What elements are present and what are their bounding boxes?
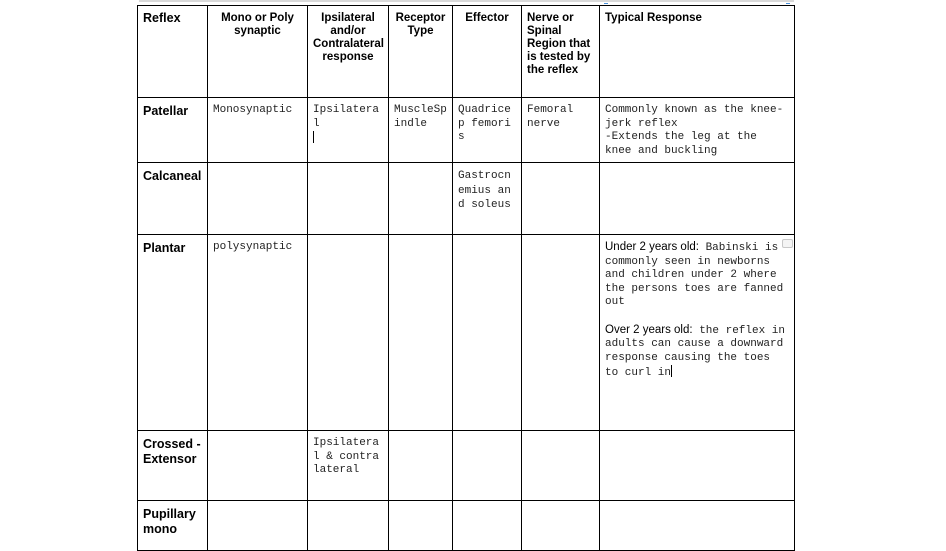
cell-pupillary-receptor[interactable] <box>389 501 453 551</box>
header-effector: Effector <box>453 6 522 98</box>
cell-patellar-ipsilateral[interactable] <box>308 98 389 163</box>
header-typical-response: Typical Response <box>600 6 795 98</box>
plantar-over-2 <box>605 324 789 381</box>
header-nerve-spinal-region: Nerve or Spinal Region that is tested by the reflex <box>522 6 600 98</box>
cell-crossed-nerve[interactable] <box>522 431 600 501</box>
cell-pupillary-response[interactable] <box>600 501 795 551</box>
cell-patellar-nerve[interactable]: Femoral nerve <box>522 98 600 163</box>
plantar-under-label: Under 2 years old: <box>605 241 699 253</box>
row-name-patellar[interactable]: Patellar <box>138 98 208 163</box>
cell-patellar-synaptic[interactable]: Monosynaptic <box>208 98 308 163</box>
cell-calcaneal-response[interactable] <box>600 163 795 235</box>
cell-plantar-nerve[interactable] <box>522 235 600 431</box>
text-cursor <box>671 365 672 377</box>
row-name-crossed-extensor[interactable]: Crossed -Extensor <box>138 431 208 501</box>
header-ipsilateral-contralateral: Ipsilateral and/or Contralateral response <box>308 6 389 98</box>
reflex-table <box>137 5 795 551</box>
patellar-response-line-2: -Extends the leg at the knee and buckling <box>605 131 757 157</box>
cell-pupillary-nerve[interactable] <box>522 501 600 551</box>
cell-plantar-response[interactable] <box>600 235 795 431</box>
cell-pupillary-effector[interactable] <box>453 501 522 551</box>
cell-plantar-effector[interactable] <box>453 235 522 431</box>
cell-pupillary-ipsilateral[interactable] <box>308 501 389 551</box>
cell-patellar-effector[interactable]: Quadricep femoris <box>453 98 522 163</box>
header-mono-poly: Mono or Poly synaptic <box>208 6 308 98</box>
table-row-crossed-extensor <box>138 431 795 501</box>
cell-plantar-synaptic[interactable]: polysynaptic <box>208 235 308 431</box>
cell-crossed-response[interactable] <box>600 431 795 501</box>
table-row-plantar <box>138 235 795 431</box>
row-name-pupillary[interactable]: Pupillary mono <box>138 501 208 551</box>
ruler-marker[interactable] <box>604 0 608 4</box>
cell-plantar-ipsilateral[interactable] <box>308 235 389 431</box>
cell-scroll-indicator[interactable] <box>782 239 793 248</box>
patellar-response-line-1: Commonly known as the knee-jerk reflex <box>605 104 784 130</box>
cell-crossed-receptor[interactable] <box>389 431 453 501</box>
plantar-over-text: the reflex in adults can cause a downward response causing the toes to curl in <box>605 324 786 379</box>
header-receptor-type: Receptor Type <box>389 6 453 98</box>
row-name-calcaneal[interactable]: Calcaneal <box>138 163 208 235</box>
cell-crossed-synaptic[interactable] <box>208 431 308 501</box>
header-row <box>138 6 795 98</box>
cell-plantar-receptor[interactable] <box>389 235 453 431</box>
cell-calcaneal-ipsilateral[interactable] <box>308 163 389 235</box>
row-name-plantar[interactable]: Plantar <box>138 235 208 431</box>
header-reflex: Reflex <box>138 6 208 98</box>
cell-patellar-ipsilateral-text: Ipsilateral <box>313 104 380 130</box>
cell-calcaneal-receptor[interactable] <box>389 163 453 235</box>
document-top-edge <box>139 0 794 2</box>
cell-crossed-ipsilateral[interactable]: Ipsilateral & contralateral <box>308 431 389 501</box>
table-row-patellar <box>138 98 795 163</box>
table-row-calcaneal <box>138 163 795 235</box>
cell-patellar-response[interactable] <box>600 98 795 163</box>
ruler-marker[interactable] <box>786 0 790 4</box>
text-cursor <box>313 131 314 143</box>
plantar-under-text: Babinski is commonly seen in newborns and children under 2 where the persons toes are fanned out <box>605 242 784 308</box>
cell-crossed-effector[interactable] <box>453 431 522 501</box>
plantar-over-label: Over 2 years old: <box>605 323 693 336</box>
cell-calcaneal-synaptic[interactable] <box>208 163 308 235</box>
cell-patellar-receptor[interactable]: MuscleSpindle <box>389 98 453 163</box>
plantar-under-2 <box>605 241 789 310</box>
cell-calcaneal-effector[interactable]: Gastrocnemius and soleus <box>453 163 522 235</box>
cell-calcaneal-nerve[interactable] <box>522 163 600 235</box>
table-row-pupillary <box>138 501 795 551</box>
cell-pupillary-synaptic[interactable] <box>208 501 308 551</box>
